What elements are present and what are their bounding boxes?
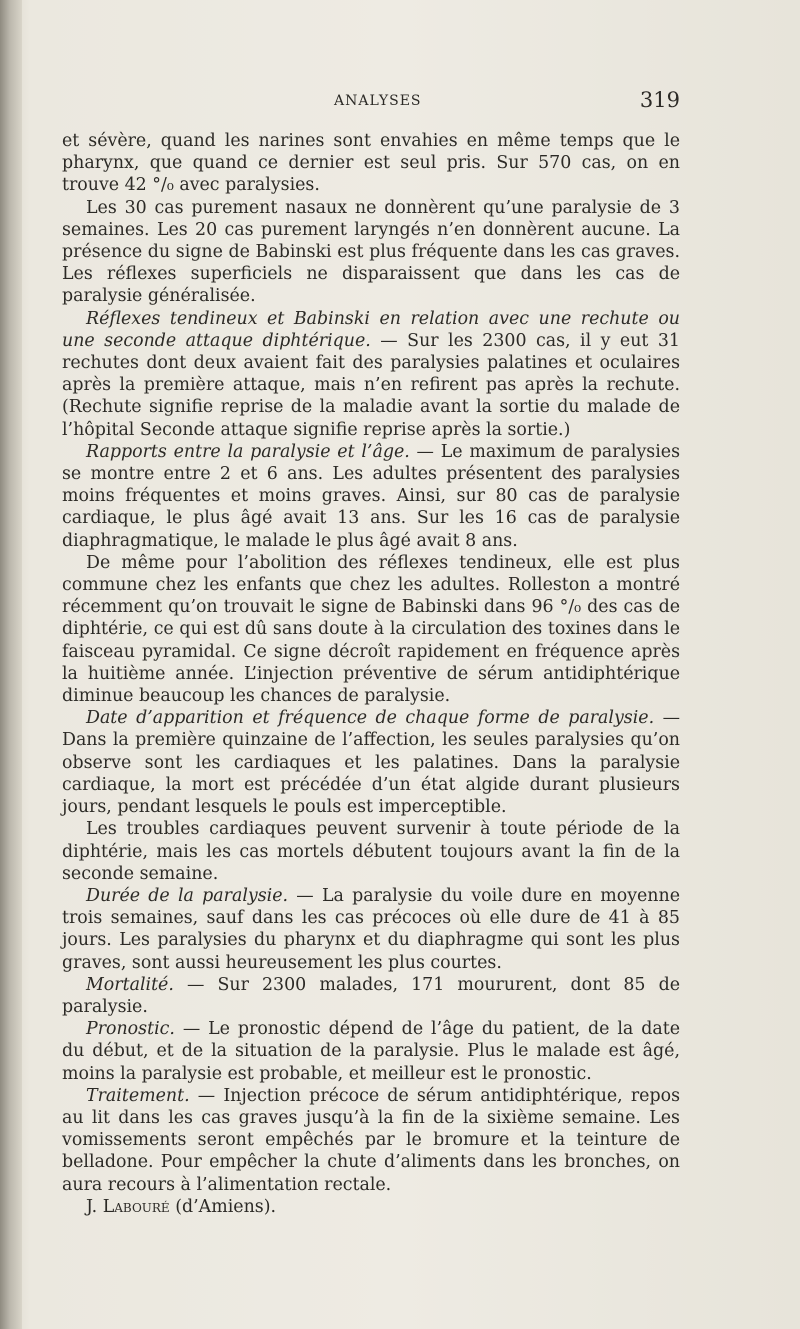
section-title-date: Date d’apparition et fréquence de chaque forme de paralysie. [86,708,655,729]
article-body [62,130,680,1218]
section-title-duration: Durée de la paralysie. [86,885,289,906]
paragraph-age: Rapports entre la paralysie et l’âge. — Le maximum de paralysies se montre entre 2 et 6 ans. Les adultes présentent des paralysies moins fréquentes et moins graves. Ainsi, sur 80 cas de paralysie cardiaque, le plus âgé avait 13 ans. Sur les 16 cas de paralysie diaphragmatique, le malade le plus âgé avait 8 ans. [62,441,680,551]
paragraph-date: Date d’apparition et fréquence de chaque forme de paralysie. — Dans la première quinzaine de l’affection, les seules paralysies qu’on observe sont les cardiaques et les palatines. Dans la paralysie cardiaque, la mort est précédée d’un état algide durant plusieurs jours, pendant lesquels le pouls est imperceptible. [62,708,680,818]
paragraph-1: et sévère, quand les narines sont envahies en même temps que le pharynx, que quand ce dernier est seul pris. Sur 570 cas, on en trouve 42 °/₀ avec paralysies. [62,131,680,196]
running-head: ANALYSES [334,93,422,109]
paragraph-treatment: Traitement. — Injection précoce de sérum antidiphtérique, repos au lit dans les cas graves jusqu’à la fin de la sixième semaine. Les vomissements seront empêchés par le bromure et la teinture de belladone. Pour empêcher la chute d’aliments dans les bronches, on aura recours à l’alimentation rectale. [62,1085,680,1195]
page-binding-shadow [0,0,22,1329]
section-title-age: Rapports entre la paralysie et l’âge. [86,441,410,462]
section-title-reflexes: Réflexes tendineux et Babinski en relation avec une rechute ou une seconde attaque diphtérique. [62,308,680,351]
author-initial: J. [86,1196,98,1217]
paragraph-duration: Durée de la paralysie. — La paralysie du voile dure en moyenne trois semaines, sauf dans les cas précoces où elle dure de 41 à 85 jours. Les paralysies du pharynx et du diaphragme qui sont les plus graves, sont aussi heureusement les plus courtes. [62,885,680,973]
section-title-mortality: Mortalité. [86,974,174,995]
section-title-treatment: Traitement. [86,1085,190,1106]
section-title-prognosis: Pronostic. [86,1019,175,1040]
paragraph-7: Les troubles cardiaques peuvent survenir à toute période de la diphtérie, mais les cas mortels débutent toujours avant la fin de la seconde semaine. [62,819,680,884]
page-number: 319 [639,88,680,112]
author-name: Labouré [102,1196,170,1217]
paragraph-reflexes: Réflexes tendineux et Babinski en relation avec une rechute ou une seconde attaque diphtérique. — Sur les 2300 cas, il y eut 31 rechutes dont deux avaient fait des paralysies palatines et oculaires après la première attaque, mais n’en refirent pas après la rechute. (Rechute signifie reprise de la maladie avant la sortie du malade de l’hôpital Seconde attaque signifie reprise après la sortie.) [62,308,681,440]
paragraph-5: De même pour l’abolition des réflexes tendineux, elle est plus commune chez les enfants que chez les adultes. Rolleston a montré récemment qu’on trouvait le signe de Babinski dans 96 °/₀ des cas de diphtérie, ce qui est dû sans doute à la circulation des toxines dans le faisceau pyramidal. Ce signe décroît rapidement en fréquence après la huitième année. L’injection préventive de sérum antidiphtérique diminue beaucoup les chances de paralysie. [62,552,680,707]
paragraph-mortality: Mortalité. — Sur 2300 malades, 171 moururent, dont 85 de paralysie. [62,974,680,1017]
author-signature [62,1196,680,1218]
paragraph-prognosis: Pronostic. — Le pronostic dépend de l’âge du patient, de la date du début, et de la situation de la paralysie. Plus le malade est âgé, moins la paralysie est probable, et meilleur est le pronostic. [62,1019,680,1084]
author-place: (d’Amiens). [175,1196,277,1217]
page-header [62,88,680,116]
paragraph-2: Les 30 cas purement nasaux ne donnèrent qu’une paralysie de 3 semaines. Les 20 cas purement laryngés n’en donnèrent aucune. La présence du signe de Babinski est plus fréquente dans les cas graves. Les réflexes superficiels ne disparaissent que dans les cas de paralysie généralisée. [62,197,680,307]
